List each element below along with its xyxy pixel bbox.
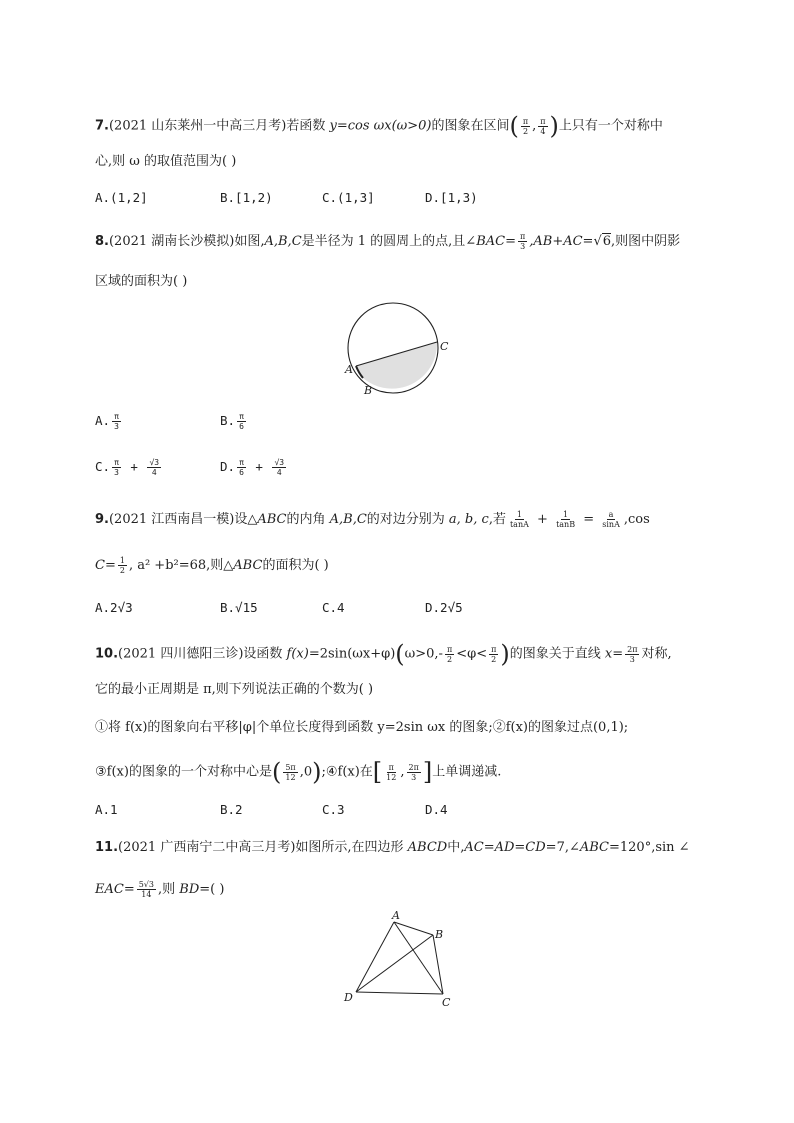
q11-edge-da (356, 922, 394, 992)
q11-number: 11. (95, 840, 119, 855)
q11-diagonal-bd (356, 935, 433, 992)
q7-option-c: C.(1,3] (322, 190, 375, 205)
q8-shaded-segment (356, 342, 437, 389)
q7-line2: 心,则 ω 的取值范围为( ) (95, 154, 237, 169)
q11-line2: EAC= $\frac{5√3}{14}$ ,则 BD=( ) (95, 880, 225, 899)
q10-line2: 它的最小正周期是 π,则下列说法正确的个数为( ) (95, 682, 374, 697)
q9-option-c: C.4 (322, 600, 345, 615)
q11-edge-bc (433, 935, 443, 994)
q8-label-b: B (364, 384, 373, 397)
q9-option-d: D.2√5 (425, 600, 463, 615)
q8-label-a: A (345, 363, 353, 376)
q10-option-d: D.4 (425, 802, 448, 817)
q10-line4: ③f(x)的图象的一个对称中心是( $\frac{5\pi}{12}$ ,0);④f(x)在[ $\frac{\pi}{12}$ , $\frac{2\pi}{3}$ ]上单调递减. (95, 758, 502, 786)
q8-number: 8. (95, 234, 109, 249)
q10-number: 10. (95, 646, 119, 662)
q10-line3: ①将 f(x)的图象向右平移|φ|个单位长度得到函数 y=2sin ωx 的图象;②f(x)的图象过点(0,1); (95, 720, 629, 735)
q9-line2: C= $\frac{1}{2}$ , a² +b²=68,则△ABC的面积为( ) (95, 556, 329, 575)
q9-option-a: A.2√3 (95, 600, 133, 615)
q10-option-b: B.2 (220, 802, 243, 817)
q9-line1: 9.(2021 江西南昌一模)设△ABC的内角 A,B,C的对边分别为 a, b, c,若 $\frac{1}{\tan A}$ + $\frac{1}{\tan B}$ = $\frac{a}{\sin A}$ ,cos (95, 510, 650, 529)
q8-option-d: D. $\frac{\pi}{6}$ + $\frac{√3}{4}$ (220, 458, 285, 477)
q8-option-c: C. $\frac{\pi}{3}$ + $\frac{√3}{4}$ (95, 458, 160, 477)
q10-option-a: A.1 (95, 802, 118, 817)
q11-label-c: C (442, 996, 451, 1009)
q7-number: 7. (95, 118, 109, 134)
q10-line1: 10.(2021 四川德阳三诊)设函数 f(x)=2sin(ωx+φ)(ω>0,- $\frac{\pi}{2}$ <φ< $\frac{\pi}{2}$ )的图象关于直线 x= $\frac{2\pi}{3}$ 对称, (95, 640, 672, 668)
q11-line1: 11.(2021 广西南宁二中高三月考)如图所示,在四边形 ABCD中,AC=AD=CD=7,∠ABC=120°,sin ∠ (95, 840, 690, 855)
q11-edge-cd (356, 992, 443, 994)
q11-edge-ab (394, 922, 433, 935)
q8-line1: 8.(2021 湖南长沙模拟)如图,A,B,C是半径为 1 的圆周上的点,且∠BAC= $\frac{\pi}{3}$ ,AB+AC=√6,则图中阴影 (95, 232, 681, 251)
q10-option-c: C.3 (322, 802, 345, 817)
q7-line1: 7.(2021 山东莱州一中高三月考)若函数 y=cos ωx(ω>0)的图象在区间( $\frac{\pi}{2}$ , $\frac{\pi}{4}$ )上只有一个对称中 (95, 112, 663, 140)
q7-option-d: D.[1,3) (425, 190, 478, 205)
q8-option-a: A. $\frac{\pi}{3}$ (95, 412, 119, 431)
q11-label-d: D (344, 991, 353, 1004)
q11-label-b: B (435, 928, 444, 941)
q9-option-b: B.√15 (220, 600, 258, 615)
q11-figure (336, 908, 466, 1012)
q8-option-b: B. $\frac{\pi}{6}$ (220, 412, 244, 431)
q9-number: 9. (95, 512, 109, 527)
q8-line2: 区域的面积为( ) (95, 274, 188, 289)
q8-label-c: C (440, 340, 449, 353)
q7-option-a: A.(1,2] (95, 190, 148, 205)
q7-option-b: B.[1,2) (220, 190, 273, 205)
q8-figure (338, 292, 458, 404)
q11-label-a: A (392, 909, 400, 922)
